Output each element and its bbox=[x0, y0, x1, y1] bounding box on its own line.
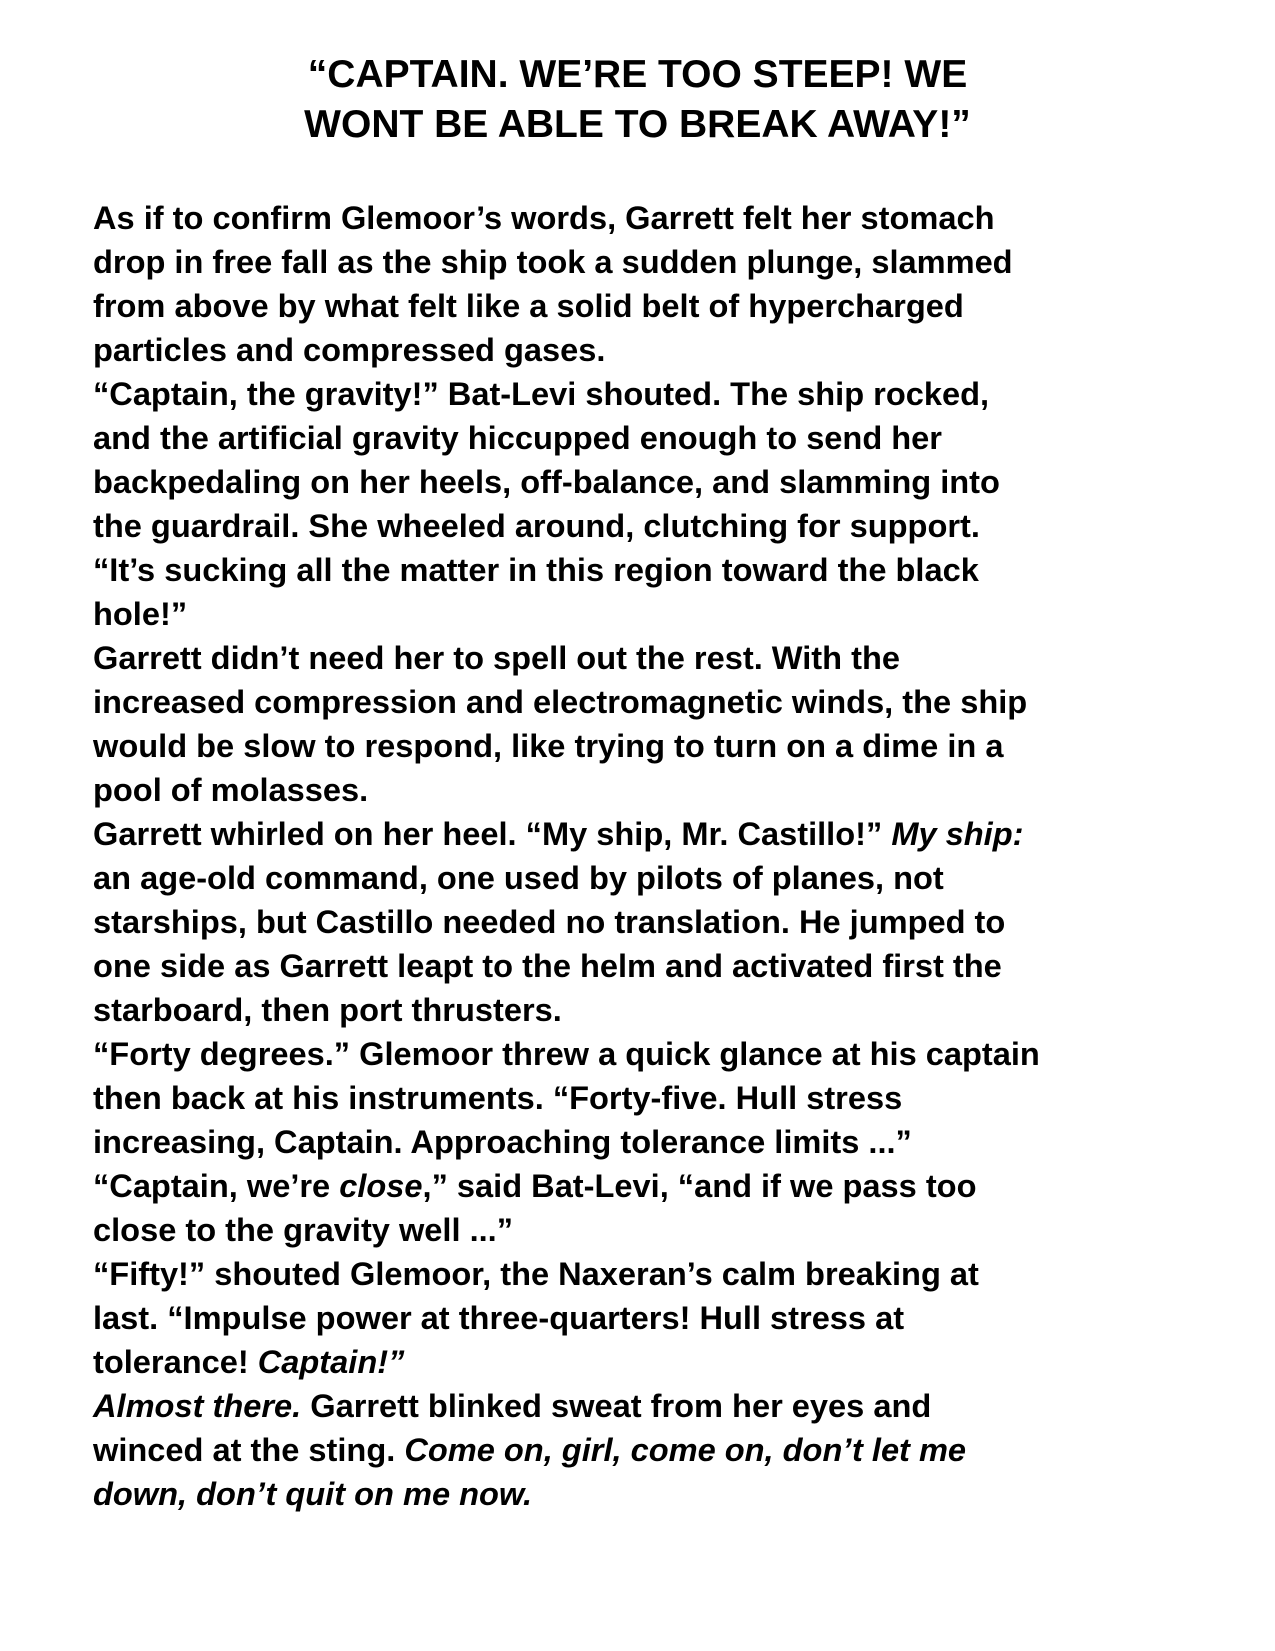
text-run: one side as Garrett leapt to the helm and activated first the bbox=[93, 947, 1002, 984]
heading-line-2: WONT BE ABLE TO BREAK AWAY!” bbox=[304, 103, 971, 146]
text-line bbox=[93, 372, 1213, 416]
text-line bbox=[93, 856, 1213, 900]
text-line bbox=[93, 900, 1213, 944]
text-line bbox=[93, 460, 1213, 504]
text-line bbox=[93, 988, 1213, 1032]
paragraph bbox=[93, 1252, 1213, 1384]
text-line bbox=[93, 240, 1213, 284]
text-line bbox=[93, 504, 1213, 548]
text-run: Garrett didn’t need her to spell out the rest. With the bbox=[93, 639, 900, 676]
text-line bbox=[93, 1472, 1213, 1516]
text-run: starships, but Castillo needed no translation. He jumped to bbox=[93, 903, 1006, 940]
text-line bbox=[93, 592, 1213, 636]
italic-text: Almost there. bbox=[93, 1387, 302, 1424]
text-line bbox=[93, 1252, 1213, 1296]
text-line bbox=[93, 680, 1213, 724]
text-line bbox=[93, 416, 1213, 460]
text-line bbox=[93, 1076, 1213, 1120]
text-line bbox=[93, 812, 1213, 856]
text-run: the guardrail. She wheeled around, clutching for support. bbox=[93, 507, 980, 544]
paragraph bbox=[93, 636, 1213, 812]
text-line bbox=[93, 1164, 1213, 1208]
body-text bbox=[93, 196, 1213, 1516]
paragraph bbox=[93, 812, 1213, 1032]
text-run: ,” said Bat-Levi, “and if we pass too bbox=[422, 1167, 977, 1204]
italic-text: Come on, girl, come on, don’t let me bbox=[404, 1431, 967, 1468]
text-run: close to the gravity well ...” bbox=[93, 1211, 514, 1248]
text-line bbox=[93, 768, 1213, 812]
text-line bbox=[93, 1296, 1213, 1340]
text-run: starboard, then port thrusters. bbox=[93, 991, 562, 1028]
text-run: an age-old command, one used by pilots of planes, not bbox=[93, 859, 944, 896]
text-run: from above by what felt like a solid belt of hypercharged bbox=[93, 287, 964, 324]
heading-line-1: “CAPTAIN. WE’RE TOO STEEP! WE bbox=[307, 53, 968, 96]
text-run: “Forty degrees.” Glemoor threw a quick glance at his captain bbox=[93, 1035, 1040, 1072]
text-run: and the artificial gravity hiccupped enough to send her bbox=[93, 419, 942, 456]
text-run: Garrett blinked sweat from her eyes and bbox=[301, 1387, 932, 1424]
text-run: Garrett whirled on her heel. “My ship, Mr. Castillo!” bbox=[93, 815, 892, 852]
paragraph bbox=[93, 372, 1213, 636]
paragraph bbox=[93, 1164, 1213, 1252]
paragraph bbox=[93, 1032, 1213, 1164]
text-run: drop in free fall as the ship took a sudden plunge, slammed bbox=[93, 243, 1013, 280]
text-line bbox=[93, 1032, 1213, 1076]
text-run: As if to confirm Glemoor’s words, Garrett felt her stomach bbox=[93, 199, 995, 236]
text-run: backpedaling on her heels, off-balance, and slamming into bbox=[93, 463, 1000, 500]
text-line bbox=[93, 636, 1213, 680]
text-run: particles and compressed gases. bbox=[93, 331, 606, 368]
italic-text: My ship: bbox=[891, 815, 1024, 852]
paragraph bbox=[93, 1384, 1213, 1516]
italic-text: down, don’t quit on me now. bbox=[93, 1475, 533, 1512]
italic-text: Captain!” bbox=[257, 1343, 405, 1380]
text-line bbox=[93, 196, 1213, 240]
text-run: last. “Impulse power at three-quarters! Hull stress at bbox=[93, 1299, 905, 1336]
text-line bbox=[93, 548, 1213, 592]
text-line bbox=[93, 328, 1213, 372]
text-run: tolerance! bbox=[93, 1343, 258, 1380]
text-line bbox=[93, 944, 1213, 988]
text-line bbox=[93, 724, 1213, 768]
text-run: “Captain, we’re bbox=[93, 1167, 340, 1204]
page-heading bbox=[0, 50, 1275, 150]
text-run: increasing, Captain. Approaching tolerance limits ...” bbox=[93, 1123, 912, 1160]
text-run: winced at the sting. bbox=[93, 1431, 405, 1468]
text-run: then back at his instruments. “Forty-five. Hull stress bbox=[93, 1079, 903, 1116]
text-run: increased compression and electromagnetic winds, the ship bbox=[93, 683, 1028, 720]
text-run: “Fifty!” shouted Glemoor, the Naxeran’s calm breaking at bbox=[93, 1255, 979, 1292]
text-line bbox=[93, 1120, 1213, 1164]
text-run: would be slow to respond, like trying to turn on a dime in a bbox=[93, 727, 1004, 764]
text-run: “Captain, the gravity!” Bat-Levi shouted. The ship rocked, bbox=[93, 375, 990, 412]
text-line bbox=[93, 284, 1213, 328]
text-line bbox=[93, 1208, 1213, 1252]
text-run: “It’s sucking all the matter in this region toward the black bbox=[93, 551, 979, 588]
text-line bbox=[93, 1340, 1213, 1384]
text-run: hole!” bbox=[93, 595, 188, 632]
text-line bbox=[93, 1428, 1213, 1472]
italic-text: close bbox=[339, 1167, 423, 1204]
paragraph bbox=[93, 196, 1213, 372]
text-run: pool of molasses. bbox=[93, 771, 369, 808]
text-line bbox=[93, 1384, 1213, 1428]
